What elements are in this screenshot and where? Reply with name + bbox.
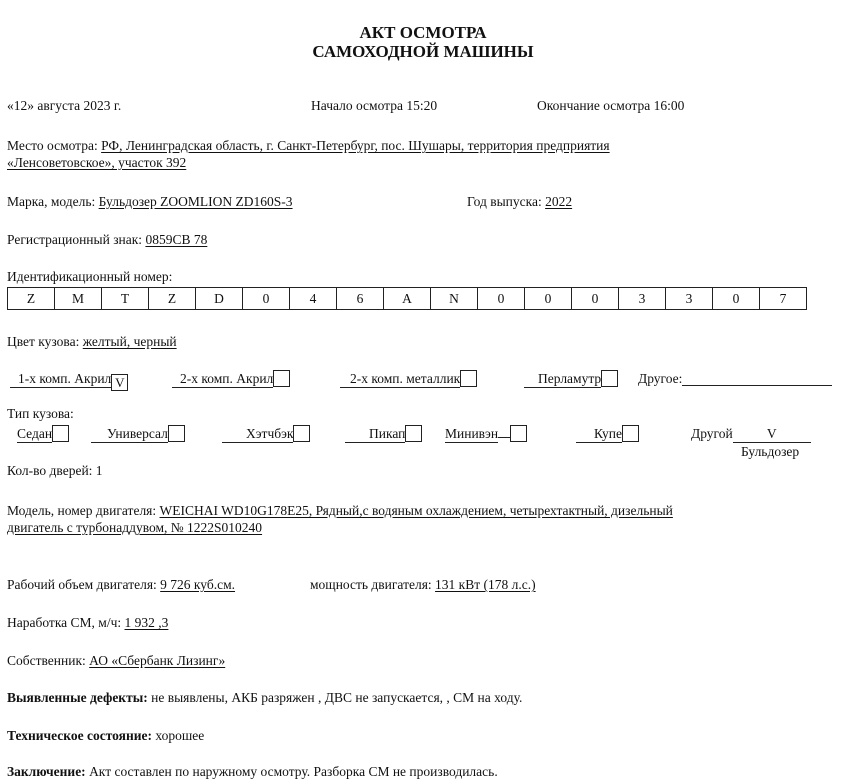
- year-row: [467, 193, 572, 210]
- model-label: Марка, модель:: [7, 194, 99, 209]
- ident-char: 4: [290, 288, 337, 310]
- ident-char: 0: [713, 288, 760, 310]
- ident-char: N: [431, 288, 478, 310]
- ident-char: A: [384, 288, 431, 310]
- body-type-coupe-label: Купе: [576, 425, 622, 443]
- year-value: 2022: [545, 194, 573, 209]
- ident-char: 3: [666, 288, 713, 310]
- color-label: Цвет кузова:: [7, 334, 83, 349]
- model-value: Бульдозер ZOOMLION ZD160S-3: [98, 194, 293, 209]
- ident-char: 3: [619, 288, 666, 310]
- body-type-coupe: [576, 425, 639, 443]
- paint-option-acryl2-checkbox[interactable]: [273, 370, 290, 387]
- paint-option-pearl-checkbox[interactable]: [601, 370, 618, 387]
- power-row: [310, 576, 536, 593]
- defects-row: [7, 689, 522, 706]
- power-value: 131 кВт (178 л.с.): [435, 577, 536, 592]
- body-type-hatchback-checkbox[interactable]: [293, 425, 310, 442]
- volume-label: Рабочий объем двигателя:: [7, 577, 161, 592]
- paint-option-metallic-checkbox[interactable]: [460, 370, 477, 387]
- body-type-sedan-label: Седан: [17, 426, 53, 441]
- place-row: [7, 137, 610, 154]
- body-type-sedan: [17, 425, 69, 443]
- paint-option-metallic: [340, 370, 477, 388]
- ident-char: 0: [572, 288, 619, 310]
- paint-option-other-line[interactable]: [682, 371, 832, 386]
- body-type-coupe-checkbox[interactable]: [622, 425, 639, 442]
- body-type-minivan: [445, 425, 527, 443]
- body-type-pickup-label: Пикап: [345, 425, 405, 443]
- paint-option-other: [638, 370, 832, 387]
- engine-label: Модель, номер двигателя:: [7, 503, 160, 518]
- paint-option-pearl-label: Перламутр: [524, 370, 601, 388]
- ident-char: M: [55, 288, 102, 310]
- body-type-minivan-gap: [498, 437, 510, 438]
- defects-label: Выявленные дефекты:: [7, 690, 148, 705]
- owner-label: Собственник:: [7, 653, 90, 668]
- color-row: [7, 333, 177, 350]
- conclusion-row: [7, 763, 498, 780]
- registration-row: [7, 231, 207, 248]
- registration-label: Регистрационный знак:: [7, 232, 146, 247]
- engine-value-line2: двигатель с турбонаддувом, № 1222S010240: [7, 520, 263, 535]
- registration-value: 0859СВ 78: [145, 232, 208, 247]
- paint-option-metallic-label: 2-х комп. металлик: [340, 370, 460, 388]
- model-row: [7, 193, 293, 210]
- body-type-pickup: [345, 425, 422, 443]
- body-type-minivan-checkbox[interactable]: [510, 425, 527, 442]
- ident-char: 0: [525, 288, 572, 310]
- ident-char: 6: [337, 288, 384, 310]
- document-title-line1: АКТ ОСМОТРА: [359, 23, 487, 42]
- body-type-universal: [91, 425, 185, 443]
- body-type-other-value: Бульдозер: [741, 444, 800, 459]
- body-type-pickup-checkbox[interactable]: [405, 425, 422, 442]
- conclusion-label: Заключение:: [7, 764, 86, 779]
- inspection-start: Начало осмотра 15:20: [311, 98, 438, 113]
- inspection-end: Окончание осмотра 16:00: [537, 98, 685, 113]
- year-label: Год выпуска:: [467, 194, 546, 209]
- power-label: мощность двигателя:: [310, 577, 436, 592]
- ident-char: D: [196, 288, 243, 310]
- body-type-universal-checkbox[interactable]: [168, 425, 185, 442]
- paint-option-acryl2-label: 2-х комп. Акрил: [172, 370, 273, 388]
- engine-value-line1: WEICHAI WD10G178E25, Рядный,с водяным охлаждением, четырехтактный, дизельный: [159, 503, 673, 518]
- ident-label: Идентификационный номер:: [7, 269, 173, 284]
- hours-value: 1 932 ,3: [124, 615, 169, 630]
- ident-char: 0: [478, 288, 525, 310]
- body-type-sedan-checkbox[interactable]: [52, 425, 69, 442]
- ident-char: Z: [149, 288, 196, 310]
- volume-value: 9 726 куб.см.: [160, 577, 236, 592]
- document-title-line2: САМОХОДНОЙ МАШИНЫ: [312, 42, 534, 61]
- volume-row: [7, 576, 235, 593]
- body-type-universal-label: Универсал: [91, 425, 168, 443]
- paint-option-other-label: Другое:: [638, 371, 683, 386]
- hours-row: [7, 614, 168, 631]
- condition-value: хорошее: [152, 728, 205, 743]
- paint-option-acryl1-label: 1-х комп. Акрил: [10, 370, 111, 388]
- ident-char: T: [102, 288, 149, 310]
- body-type-other: [691, 425, 811, 443]
- place-label: Место осмотра:: [7, 138, 102, 153]
- paint-option-acryl2: [172, 370, 290, 388]
- body-type-hatchback: [222, 425, 310, 443]
- ident-char: Z: [8, 288, 55, 310]
- place-value-line2: «Ленсоветовское», участок 392: [7, 155, 187, 170]
- body-type-minivan-label: Минивэн: [445, 426, 499, 441]
- inspection-date: «12» августа 2023 г.: [7, 98, 122, 113]
- color-value: желтый, черный: [82, 334, 177, 349]
- ident-char: 0: [243, 288, 290, 310]
- engine-row: [7, 502, 673, 519]
- paint-option-acryl1: [10, 370, 128, 391]
- body-type-hatchback-label: Хэтчбэк: [222, 425, 293, 443]
- ident-number-table: [7, 287, 807, 310]
- conclusion-value: Акт составлен по наружному осмотру. Разборка СМ не производилась.: [85, 764, 498, 779]
- condition-row: [7, 727, 204, 744]
- owner-row: [7, 652, 225, 669]
- hours-label: Наработка СМ, м/ч:: [7, 615, 125, 630]
- condition-label: Техническое состояние:: [7, 728, 153, 743]
- paint-option-acryl1-checkbox[interactable]: V: [111, 374, 128, 391]
- doors-count: Кол-во дверей: 1: [7, 463, 103, 478]
- place-value-line1: РФ, Ленинградская область, г. Санкт-Петербург, пос. Шушары, территория предприятия: [101, 138, 610, 153]
- body-type-other-label: Другой: [691, 426, 733, 441]
- body-type-other-mark[interactable]: V: [733, 425, 811, 443]
- ident-char: 7: [760, 288, 807, 310]
- defects-value: не выявлены, АКБ разряжен , ДВС не запускается, , СМ на ходу.: [147, 690, 523, 705]
- owner-value: АО «Сбербанк Лизинг»: [89, 653, 226, 668]
- paint-option-pearl: [524, 370, 618, 388]
- body-type-label: Тип кузова:: [7, 406, 74, 421]
